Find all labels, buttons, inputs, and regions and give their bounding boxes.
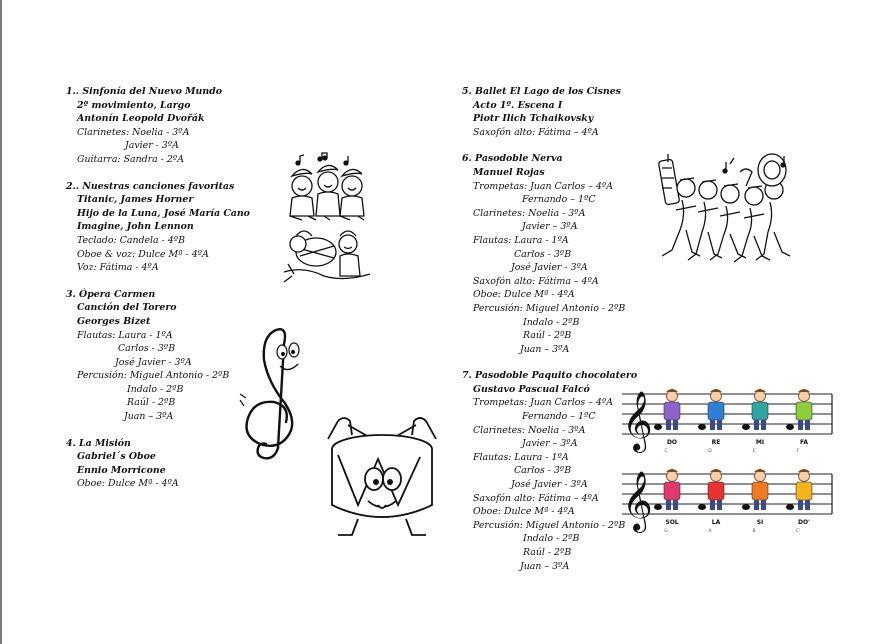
piece-subtitle: Ennio Morricone [77,464,166,476]
note-head-icon [654,424,662,430]
child-leg-icon [666,420,671,430]
piece-subtitle: Canción del Torero [77,302,177,314]
treble-clef-icon: 𝄞 [622,471,653,531]
performer-line: Clarinetes: Noelia - 3ºA [77,126,190,138]
note-head-icon [742,504,750,510]
performer-line: Indalo - 2ºB [127,383,184,395]
child-shirt-icon [708,482,724,500]
performer-line: Raúl - 2ºB [127,397,176,409]
note-head-icon [786,424,794,430]
performer-line: Oboe: Dulce Mª - 4ºA [473,506,575,518]
solfege-syllable: RE [711,439,721,446]
piece-title: 5. Ballet El Lago de los Cisnes [462,86,621,97]
child-leg-icon [717,500,722,510]
piece-subtitle: Titanic, James Horner [77,194,194,206]
performer-line: Teclado: Candela - 4ºB [77,234,186,246]
child-head-icon [755,471,766,482]
program-item [66,437,250,491]
solfege-syllable: LA [711,519,721,526]
program-right-column [462,85,637,586]
child-hair-icon [798,389,810,392]
note-head-icon [786,504,794,510]
child-leg-icon [673,420,678,430]
program-item [66,85,250,167]
note-head-icon [654,504,662,510]
performer-line: Flautas: Laura - 1ºA [77,329,173,341]
solfege-chart [622,378,834,538]
note-letter: F [796,449,800,454]
child-leg-icon [798,420,803,430]
child-head-icon [711,471,722,482]
solfege-syllable: DO [666,439,678,446]
program-item [66,288,250,424]
performer-line: Guitarra: Sandra - 2ºA [77,153,184,165]
piece-title: 3. Ópera Carmen [66,288,156,300]
treble-clef-icon: 𝄞 [622,391,653,451]
child-leg-icon [754,500,759,510]
piece-subtitle: Hijo de la Luna, José María Cano [77,207,250,219]
piece-subtitle: 2º movimiento, Largo [77,99,191,111]
child-hair-icon [710,469,722,472]
child-leg-icon [761,500,766,510]
performer-line: Saxofón alto: Fátima – 4ºA [473,492,599,504]
performer-line: Oboe: Dulce Mª - 4ºA [473,289,575,301]
performer-line: Oboe: Dulce Mª - 4ºA [77,478,179,490]
piece-subtitle: Manuel Rojas [473,166,545,178]
piece-subtitle: Georges Bizet [77,315,151,327]
program-item [462,369,637,573]
child-head-icon [711,391,722,402]
child-shirt-icon [796,482,812,500]
child-head-icon [799,471,810,482]
child-hair-icon [754,469,766,472]
performer-line: Javier - 3ºA [125,140,179,152]
performer-line: José Javier - 3ºA [511,479,588,491]
child-leg-icon [710,500,715,510]
performer-line: José Javier - 3ºA [511,262,588,274]
child-leg-icon [666,500,671,510]
child-hair-icon [798,469,810,472]
child-shirt-icon [664,402,680,420]
performer-line: Flautas: Laura - 1ºA [473,234,569,246]
performer-line: Raúl - 2ºB [523,330,572,342]
piece-subtitle: Piotr Ilich Tchaikovsky [473,113,594,125]
program-left-column [66,85,250,504]
page-edge [0,0,2,644]
performer-line: Juan – 3ºA [520,560,570,572]
child-shirt-icon [708,402,724,420]
performer-line: Fernando – 1ºC [522,194,596,206]
child-leg-icon [805,500,810,510]
child-leg-icon [798,500,803,510]
piece-subtitle: Imagine, John Lennon [77,221,194,233]
performer-line: Carlos - 3ºB [118,343,176,355]
child-hair-icon [666,389,678,392]
note-letter: E [752,449,756,454]
performer-line: Oboe & voz: Dulce Mª - 4ºA [77,248,209,260]
performer-line: Javier – 3ºA [522,438,578,450]
solfege-syllable: FA [799,439,809,446]
note-letter: B [752,529,756,534]
piece-subtitle: Antonín Leopold Dvořák [77,113,205,125]
performer-line: Indalo - 2ºB [523,533,580,545]
program-item [462,152,637,356]
child-shirt-icon [664,482,680,500]
cartoon-drum-icon [318,405,446,541]
performer-line: Juan – 3ºA [520,343,570,355]
treble-clef-illustration [238,328,312,464]
solfege-syllable: DO' [798,519,810,526]
child-leg-icon [717,420,722,430]
performer-line: Clarinetes: Noelia - 3ºA [473,424,586,436]
performer-line: Trompetas: Juan Carlos – 4ºA [473,397,614,409]
child-shirt-icon [752,482,768,500]
child-shirt-icon [796,402,812,420]
performer-line: Voz: Fátima - 4ºA [77,262,159,274]
child-leg-icon [710,420,715,430]
marching-band-illustration [656,150,794,278]
drum-illustration [318,405,446,541]
child-leg-icon [754,420,759,430]
smurfs-illustration [278,152,374,286]
performer-line: Carlos - 3ºB [514,248,572,260]
piece-subtitle: Gustavo Pascual Falcó [473,383,590,395]
note-letter: G [664,529,668,534]
solfege-syllable: MI [755,439,765,446]
piece-subtitle: Acto 1º. Escena I [473,99,563,111]
note-letter: A [708,529,712,534]
piece-title: 7. Pasodoble Paquito chocolatero [462,370,638,382]
performer-line: Indalo - 2ºB [523,316,580,328]
note-head-icon [698,424,706,430]
child-leg-icon [673,500,678,510]
performer-line: Trompetas: Juan Carlos – 4ºA [473,180,614,192]
child-leg-icon [761,420,766,430]
performer-line: Percusión: Miguel Antonio - 2ºB [473,519,626,531]
performer-line: Javier – 3ºA [522,221,578,233]
solfege-syllable: SI [756,519,764,526]
note-head-icon [742,424,750,430]
performer-line: Clarinetes: Noelia - 3ºA [473,207,586,219]
performer-line: Juan – 3ºA [124,411,174,423]
child-shirt-icon [752,402,768,420]
solfege-syllable: SOL [665,519,679,526]
child-head-icon [667,391,678,402]
piece-title: 4. La Misión [66,437,131,449]
note-letter: C' [795,529,801,534]
child-hair-icon [754,389,766,392]
piece-title: 1.. Sinfonía del Nuevo Mundo [66,86,222,97]
child-head-icon [667,471,678,482]
program-item [462,85,637,139]
performer-line: Percusión: Miguel Antonio - 2ºB [77,370,230,382]
piece-subtitle: Gabriel´s Oboe [77,451,156,463]
band-musicians-icon [656,150,794,278]
performer-line: Fernando – 1ºC [522,411,596,423]
performer-line: José Javier - 3ºA [115,356,192,368]
performer-line: Raúl - 2ºB [523,547,572,558]
cartoon-treble-clef-icon [238,328,312,464]
performer-line: Flautas: Laura - 1ºA [473,451,569,463]
program-item [66,180,250,275]
piece-title: 2.. Nuestras canciones favoritas [66,180,235,192]
note-head-icon [698,504,706,510]
performer-line: Carlos - 3ºB [514,465,572,477]
child-leg-icon [805,420,810,430]
child-hair-icon [710,389,722,392]
smurfs-singing-icon [278,152,374,286]
child-head-icon [755,391,766,402]
child-head-icon [799,391,810,402]
performer-line: Saxofón alto: Fátima – 4ºA [473,275,599,287]
note-letter: C [664,449,668,454]
performer-line: Percusión: Miguel Antonio - 2ºB [473,302,626,314]
performer-line: Saxofón alto: Fátima – 4ºA [473,126,599,138]
child-hair-icon [666,469,678,472]
solfege-staff-chart [622,378,834,538]
piece-title: 6. Pasodoble Nerva [462,153,563,165]
note-letter: D [708,449,712,454]
